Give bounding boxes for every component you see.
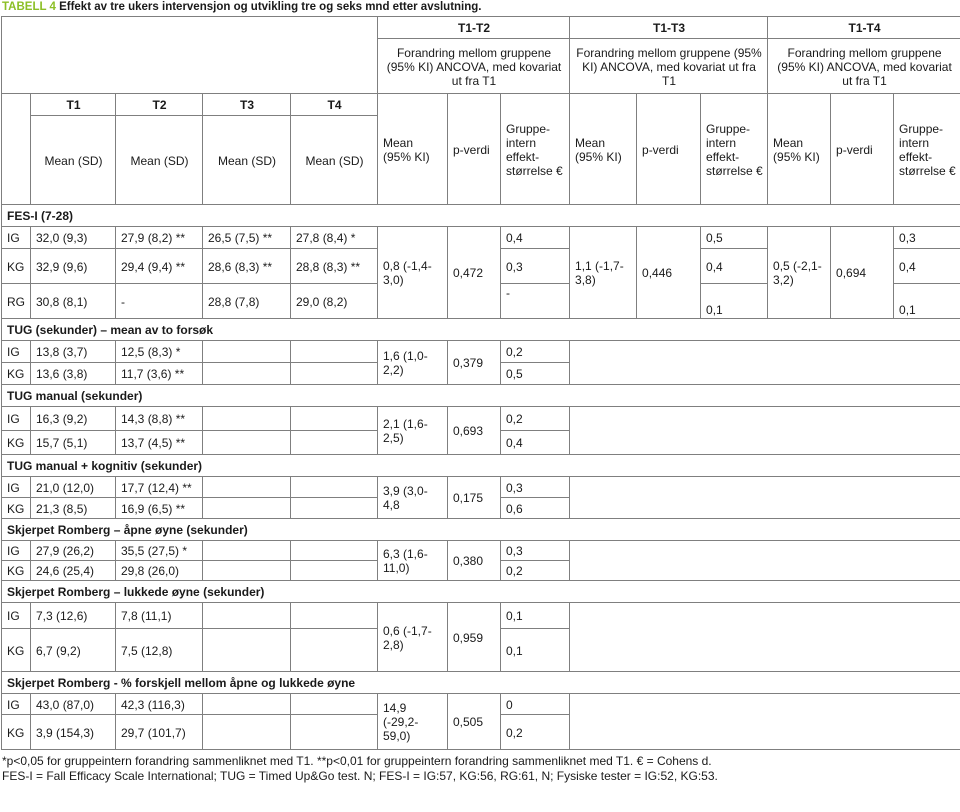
- value-t2: 27,9 (8,2) **: [116, 227, 203, 249]
- value-t1: 13,8 (3,7): [31, 341, 116, 363]
- effect-t1-t4: 0,3: [894, 227, 960, 249]
- value-t3: [203, 363, 291, 385]
- group-label: IG: [2, 541, 31, 561]
- header-pvalue-t1-t2: p-verdi: [448, 94, 501, 205]
- section-title: Skjerpet Romberg – lukkede øyne (sekunder): [2, 581, 960, 603]
- table-row: [2, 603, 960, 629]
- value-t1: 16,3 (9,2): [31, 407, 116, 431]
- value-t3: 28,6 (8,3) **: [203, 249, 291, 284]
- header-t2: T2: [116, 94, 203, 116]
- header-mean-ki-t1-t4: Mean (95% KI): [768, 94, 831, 205]
- value-t2: 29,7 (101,7): [116, 715, 203, 750]
- value-t3: [203, 407, 291, 431]
- effect-t1-t4: 0,1: [894, 284, 960, 319]
- footnote-significance: *p<0,05 for gruppeintern forandring sammenliknet med T1. **p<0,01 for gruppeintern forandring sammenliknet med T1. € = Cohens d.: [2, 754, 712, 768]
- effect-t1-t2: 0,1: [501, 629, 570, 672]
- value-t4: [291, 561, 378, 581]
- header-effect-t1-t3: Gruppe-intern effekt-størrelse €: [701, 94, 768, 205]
- group-label: KG: [2, 715, 31, 750]
- table-row: [2, 477, 960, 498]
- value-t2: 11,7 (3,6) **: [116, 363, 203, 385]
- value-t4: [291, 341, 378, 363]
- header-t3: T3: [203, 94, 291, 116]
- group-label: KG: [2, 363, 31, 385]
- section-header-romberg-percent: [2, 672, 960, 694]
- empty-t1-t3-t4: [570, 541, 960, 581]
- value-t4: 27,8 (8,4) *: [291, 227, 378, 249]
- pvalue-t1-t2: 0,175: [448, 477, 501, 519]
- value-t3: [203, 341, 291, 363]
- value-t1: 7,3 (12,6): [31, 603, 116, 629]
- group-label: IG: [2, 694, 31, 715]
- header-t1-t4: T1-T4: [768, 17, 960, 39]
- pvalue-t1-t3: 0,446: [637, 227, 701, 319]
- empty-t1-t3-t4: [570, 694, 960, 750]
- empty-t1-t3-t4: [570, 603, 960, 672]
- value-t1: 30,8 (8,1): [31, 284, 116, 319]
- value-t4: [291, 629, 378, 672]
- section-header-tug: [2, 319, 960, 341]
- header-row-groups: [2, 17, 960, 39]
- value-t1: 6,7 (9,2): [31, 629, 116, 672]
- effect-t1-t4: 0,4: [894, 249, 960, 284]
- header-pvalue-t1-t3: p-verdi: [637, 94, 701, 205]
- pvalue-t1-t2: 0,380: [448, 541, 501, 581]
- effect-t1-t2: 0,4: [501, 227, 570, 249]
- effect-t1-t2: 0,2: [501, 561, 570, 581]
- value-t4: 29,0 (8,2): [291, 284, 378, 319]
- mean-ki-t1-t2: 0,8 (-1,4-3,0): [378, 227, 448, 319]
- effect-t1-t2: 0,1: [501, 603, 570, 629]
- mean-ki-t1-t4: 0,5 (-2,1-3,2): [768, 227, 831, 319]
- value-t3: [203, 541, 291, 561]
- group-label: KG: [2, 431, 31, 455]
- header-mean-ki-t1-t2: Mean (95% KI): [378, 94, 448, 205]
- value-t3: [203, 629, 291, 672]
- change-desc-t1-t2: Forandring mellom gruppene (95% KI) ANCOVA, med kovariat ut fra T1: [378, 39, 570, 94]
- value-t2: 42,3 (116,3): [116, 694, 203, 715]
- value-t3: [203, 694, 291, 715]
- value-t1: 27,9 (26,2): [31, 541, 116, 561]
- value-t1: 13,6 (3,8): [31, 363, 116, 385]
- header-t1-t2: T1-T2: [378, 17, 570, 39]
- empty-t1-t3-t4: [570, 341, 960, 385]
- section-title: TUG manual (sekunder): [2, 385, 960, 407]
- section-header-fes: [2, 205, 960, 227]
- value-t2: 14,3 (8,8) **: [116, 407, 203, 431]
- section-title: TUG (sekunder) – mean av to forsøk: [2, 319, 960, 341]
- value-t1: 43,0 (87,0): [31, 694, 116, 715]
- footnotes: [0, 754, 960, 784]
- value-t2: 16,9 (6,5) **: [116, 498, 203, 519]
- section-title: TUG manual + kognitiv (sekunder): [2, 455, 960, 477]
- table-row: [2, 341, 960, 363]
- value-t4: [291, 477, 378, 498]
- table-row: [2, 227, 960, 249]
- group-label: KG: [2, 629, 31, 672]
- value-t4: 28,8 (8,3) **: [291, 249, 378, 284]
- effect-t1-t2: 0,4: [501, 431, 570, 455]
- value-t3: [203, 498, 291, 519]
- pvalue-t1-t2: 0,959: [448, 603, 501, 672]
- empty-t1-t3-t4: [570, 477, 960, 519]
- value-t4: [291, 694, 378, 715]
- table-row: [2, 694, 960, 715]
- group-label: KG: [2, 561, 31, 581]
- value-t4: [291, 498, 378, 519]
- section-title: Skjerpet Romberg – åpne øyne (sekunder): [2, 519, 960, 541]
- header-group-blank: [2, 94, 31, 205]
- header-t4: T4: [291, 94, 378, 116]
- effect-t1-t2: 0,3: [501, 249, 570, 284]
- header-effect-t1-t4: Gruppe-intern effekt-størrelse €: [894, 94, 960, 205]
- effect-t1-t2: 0,2: [501, 715, 570, 750]
- pvalue-t1-t2: 0,505: [448, 694, 501, 750]
- value-t2: 17,7 (12,4) **: [116, 477, 203, 498]
- header-pvalue-t1-t4: p-verdi: [831, 94, 894, 205]
- group-label: IG: [2, 407, 31, 431]
- value-t3: [203, 603, 291, 629]
- pvalue-t1-t2: 0,379: [448, 341, 501, 385]
- effect-t1-t2: 0: [501, 694, 570, 715]
- pvalue-t1-t2: 0,693: [448, 407, 501, 455]
- pvalue-t1-t2: 0,472: [448, 227, 501, 319]
- section-title: Skjerpet Romberg - % forskjell mellom åpne og lukkede øyne: [2, 672, 960, 694]
- value-t3: 28,8 (7,8): [203, 284, 291, 319]
- header-blank: [2, 17, 378, 94]
- value-t2: -: [116, 284, 203, 319]
- change-desc-t1-t4: Forandring mellom gruppene (95% KI) ANCOVA, med kovariat ut fra T1: [768, 39, 960, 94]
- table-caption: [0, 0, 960, 16]
- mean-ki-t1-t3: 1,1 (-1,7-3,8): [570, 227, 637, 319]
- mean-ki-t1-t2: 0,6 (-1,7-2,8): [378, 603, 448, 672]
- effect-t1-t2: 0,6: [501, 498, 570, 519]
- value-t3: 26,5 (7,5) **: [203, 227, 291, 249]
- header-mean-sd-t2: Mean (SD): [116, 116, 203, 205]
- header-effect-t1-t2: Gruppe-intern effekt-størrelse €: [501, 94, 570, 205]
- effect-t1-t3: 0,1: [701, 284, 768, 319]
- value-t1: 15,7 (5,1): [31, 431, 116, 455]
- effect-t1-t2: 0,5: [501, 363, 570, 385]
- table-label: TABELL 4: [2, 1, 56, 13]
- value-t4: [291, 407, 378, 431]
- table-title: Effekt av tre ukers intervensjon og utvikling tre og seks mnd etter avslutning.: [55, 1, 482, 13]
- header-mean-sd-t4: Mean (SD): [291, 116, 378, 205]
- value-t2: 12,5 (8,3) *: [116, 341, 203, 363]
- section-title: FES-I (7-28): [2, 205, 960, 227]
- header-t1-t3: T1-T3: [570, 17, 768, 39]
- group-label: IG: [2, 603, 31, 629]
- mean-ki-t1-t2: 3,9 (3,0-4,8: [378, 477, 448, 519]
- value-t4: [291, 541, 378, 561]
- mean-ki-t1-t2: 6,3 (1,6-11,0): [378, 541, 448, 581]
- group-label: IG: [2, 477, 31, 498]
- header-mean-ki-t1-t3: Mean (95% KI): [570, 94, 637, 205]
- section-header-romberg-open: [2, 519, 960, 541]
- effect-t1-t2: 0,2: [501, 341, 570, 363]
- value-t1: 32,0 (9,3): [31, 227, 116, 249]
- group-label: KG: [2, 249, 31, 284]
- effect-t1-t3: 0,5: [701, 227, 768, 249]
- value-t4: [291, 603, 378, 629]
- effect-t1-t2: 0,3: [501, 477, 570, 498]
- table-row: [2, 407, 960, 431]
- group-label: IG: [2, 227, 31, 249]
- effect-t1-t2: 0,3: [501, 541, 570, 561]
- group-label: KG: [2, 498, 31, 519]
- change-desc-t1-t3: Forandring mellom gruppene (95% KI) ANCOVA, med kovariat ut fra T1: [570, 39, 768, 94]
- value-t3: [203, 431, 291, 455]
- value-t2: 29,4 (9,4) **: [116, 249, 203, 284]
- value-t2: 29,8 (26,0): [116, 561, 203, 581]
- pvalue-t1-t4: 0,694: [831, 227, 894, 319]
- mean-ki-t1-t2: 14,9 (-29,2-59,0): [378, 694, 448, 750]
- header-row-timepoints: [2, 94, 960, 116]
- value-t3: [203, 561, 291, 581]
- group-label: IG: [2, 341, 31, 363]
- header-mean-sd-t3: Mean (SD): [203, 116, 291, 205]
- effect-t1-t2: -: [501, 284, 570, 319]
- section-header-tug-kognitiv: [2, 455, 960, 477]
- value-t1: 21,0 (12,0): [31, 477, 116, 498]
- mean-ki-t1-t2: 1,6 (1,0-2,2): [378, 341, 448, 385]
- value-t3: [203, 715, 291, 750]
- section-header-tug-manual: [2, 385, 960, 407]
- value-t1: 32,9 (9,6): [31, 249, 116, 284]
- results-table: [1, 16, 960, 750]
- value-t2: 7,5 (12,8): [116, 629, 203, 672]
- header-t1: T1: [31, 94, 116, 116]
- footnote-abbreviations: FES-I = Fall Efficacy Scale International; TUG = Timed Up&Go test. N; FES-I = IG:57, KG:56, RG:61, N; Fysiske tester = IG:52, KG:53.: [2, 769, 718, 783]
- group-label: RG: [2, 284, 31, 319]
- value-t1: 3,9 (154,3): [31, 715, 116, 750]
- value-t1: 21,3 (8,5): [31, 498, 116, 519]
- value-t2: 13,7 (4,5) **: [116, 431, 203, 455]
- value-t2: 35,5 (27,5) *: [116, 541, 203, 561]
- empty-t1-t3-t4: [570, 407, 960, 455]
- value-t4: [291, 431, 378, 455]
- table-row: [2, 541, 960, 561]
- effect-t1-t3: 0,4: [701, 249, 768, 284]
- value-t2: 7,8 (11,1): [116, 603, 203, 629]
- mean-ki-t1-t2: 2,1 (1,6-2,5): [378, 407, 448, 455]
- value-t3: [203, 477, 291, 498]
- header-mean-sd-t1: Mean (SD): [31, 116, 116, 205]
- effect-t1-t2: 0,2: [501, 407, 570, 431]
- value-t4: [291, 715, 378, 750]
- value-t4: [291, 363, 378, 385]
- value-t1: 24,6 (25,4): [31, 561, 116, 581]
- section-header-romberg-closed: [2, 581, 960, 603]
